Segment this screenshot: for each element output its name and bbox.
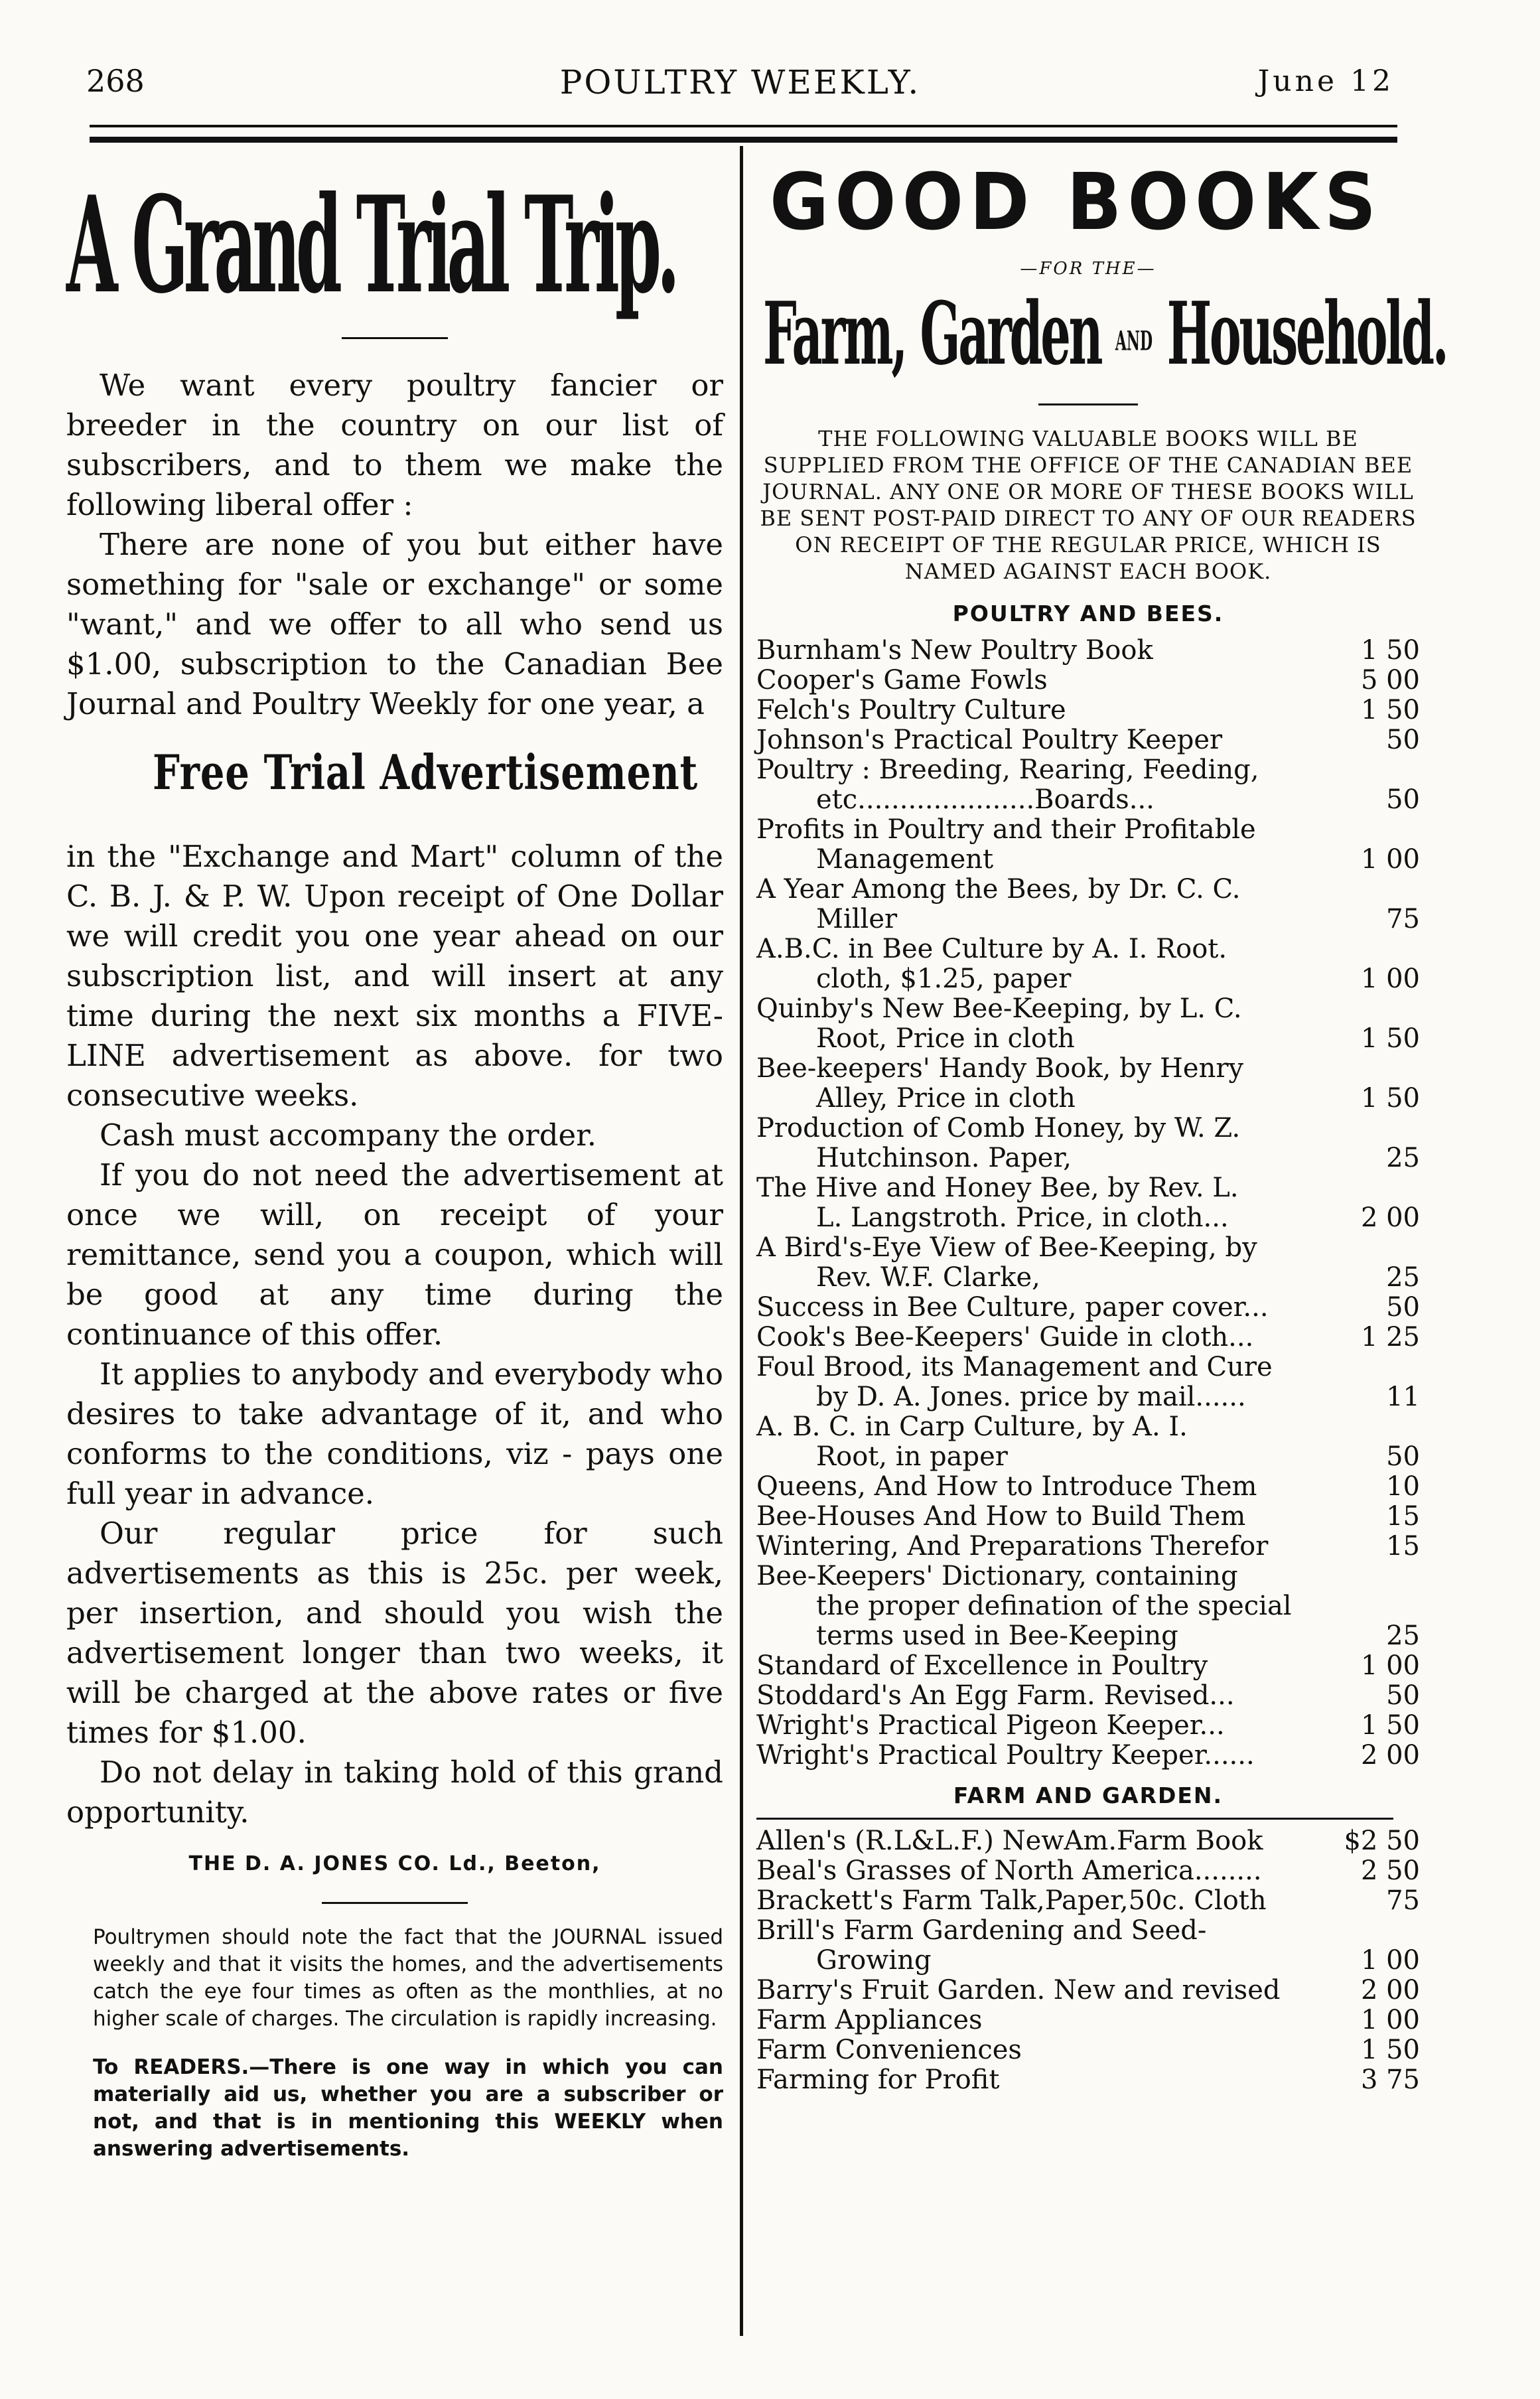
book-title-text: Brackett's Farm Talk,Paper,50c. Cloth <box>756 1885 1267 1916</box>
book-title-text: Cooper's Game Fowls <box>756 664 1048 695</box>
book-title <box>756 875 1320 934</box>
book-entry <box>756 2035 1420 2065</box>
for-the-label: —FOR THE— <box>1020 258 1156 279</box>
header-rule-thin <box>90 125 1397 127</box>
book-title-text: Beal's Grasses of North America........ <box>756 1855 1262 1886</box>
book-title-continued: L. Langstroth. Price, in cloth... <box>816 1202 1229 1233</box>
header-rule-thick <box>90 137 1397 143</box>
book-title <box>756 755 1320 815</box>
book-title-text: Poultry : Breeding, Rearing, Feeding, <box>756 754 1259 785</box>
page-number: 268 <box>86 63 145 99</box>
book-entry <box>756 934 1420 994</box>
publisher-signature: THE D. A. JONES CO. Ld., Beeton, <box>188 1852 601 1875</box>
book-entry <box>756 994 1420 1054</box>
book-entry <box>756 1741 1420 1771</box>
book-title-text: Queens, And How to Introduce Them <box>756 1471 1257 1502</box>
book-entry <box>756 1173 1420 1233</box>
book-title-continued: Root, Price in cloth <box>816 1023 1075 1054</box>
grand-trial-trip-title: A Grand Trial Trip. <box>66 167 675 323</box>
book-price: 1 50 <box>1360 694 1420 725</box>
book-entry <box>756 1352 1420 1412</box>
book-price: 25 <box>1386 1262 1420 1293</box>
book-title <box>756 1711 1320 1741</box>
terms-paragraph: If you do not need the advertisement at once we will, on receipt of your remittance, send you a coupon, which will be good at any time during the continuance of this offer. <box>66 1157 723 1352</box>
book-title-text: Profits in Poultry and their Profitable <box>756 814 1256 845</box>
book-title <box>756 1233 1320 1293</box>
book-price: 5 00 <box>1360 664 1420 695</box>
book-title <box>756 1173 1320 1233</box>
book-title-text: Success in Bee Culture, paper cover... <box>756 1291 1269 1323</box>
book-entry <box>756 875 1420 934</box>
book-price: 1 00 <box>1360 2004 1420 2035</box>
book-title-text: Foul Brood, its Management and Cure <box>756 1351 1273 1382</box>
book-title <box>756 1323 1320 1352</box>
farm-section-rule <box>756 1818 1393 1820</box>
book-title-text: Quinby's New Bee-Keeping, by L. C. <box>756 993 1242 1024</box>
book-title <box>756 1293 1320 1323</box>
book-price: $2 50 <box>1344 1825 1420 1856</box>
poultry-and-bees-heading: POULTRY AND BEES. <box>952 600 1224 626</box>
book-price: 50 <box>1386 1291 1420 1323</box>
book-price: 15 <box>1386 1530 1420 1562</box>
book-price: 50 <box>1386 724 1420 755</box>
book-title <box>756 636 1320 666</box>
column-divider <box>740 146 743 2336</box>
book-price: 1 50 <box>1360 1082 1420 1114</box>
to-readers-note: To READERS.—There is one way in which you can materially aid us, whether you are a subscriber or not, and that is in mentioning this WEEKLY when answering advertisements. <box>93 2055 723 2161</box>
book-entry <box>756 1532 1420 1562</box>
book-price: 2 00 <box>1360 1974 1420 2005</box>
book-title-text: Stoddard's An Egg Farm. Revised... <box>756 1680 1235 1711</box>
subtitle-household: Household. <box>1166 282 1447 384</box>
book-entry <box>756 1711 1420 1741</box>
book-price: 10 <box>1386 1471 1420 1502</box>
book-title-text: A. B. C. in Carp Culture, by A. I. <box>756 1411 1188 1442</box>
book-title <box>756 1562 1320 1651</box>
book-entry <box>756 1562 1420 1651</box>
title-rule <box>342 337 448 339</box>
book-title <box>756 1916 1320 1976</box>
terms-paragraph: Cash must accompany the order. <box>100 1118 597 1153</box>
book-title-text: Farm Conveniences <box>756 2034 1022 2065</box>
farm-and-garden-list <box>756 1826 1420 2095</box>
terms-paragraph: It applies to anybody and everybody who desires to take advantage of it, and who conforms to the conditions, viz - pays one full year in advance. <box>66 1356 723 1511</box>
book-title-text: A Bird's-Eye View of Bee-Keeping, by <box>756 1232 1257 1263</box>
book-price: 50 <box>1386 1680 1420 1711</box>
book-title-text: Allen's (R.L&L.F.) NewAm.Farm Book <box>756 1825 1263 1856</box>
book-price: 1 00 <box>1360 843 1420 875</box>
book-title <box>756 1472 1320 1502</box>
book-entry <box>756 2065 1420 2095</box>
offer-paragraph: There are none of you but either have something for "sale or exchange" or some "want," and we offer to all who send us $1.00, subscription to the Canadian Bee Journal and Poultry Weekly for one year, a <box>66 527 723 721</box>
book-price: 1 50 <box>1360 1023 1420 1054</box>
book-title-text: Cook's Bee-Keepers' Guide in cloth... <box>756 1321 1254 1352</box>
book-title <box>756 725 1320 755</box>
book-price: 75 <box>1386 903 1420 934</box>
book-title-continued: Rev. W.F. Clarke, <box>816 1262 1040 1293</box>
book-entry <box>756 1233 1420 1293</box>
book-title-text: Production of Comb Honey, by W. Z. <box>756 1112 1241 1143</box>
book-title <box>756 934 1320 994</box>
book-title <box>756 1502 1320 1532</box>
book-entry <box>756 1886 1420 1916</box>
book-title <box>756 2065 1320 2095</box>
book-title-text: Felch's Poultry Culture <box>756 694 1066 725</box>
book-title <box>756 1054 1320 1114</box>
book-entry <box>756 636 1420 666</box>
subtitle-and: AND <box>1115 325 1153 357</box>
book-title <box>756 666 1320 695</box>
book-price: 50 <box>1386 784 1420 815</box>
book-title <box>756 1681 1320 1711</box>
subtitle-rule <box>1038 403 1138 405</box>
book-price: 2 50 <box>1360 1855 1420 1886</box>
book-title <box>756 1114 1320 1173</box>
poultry-and-bees-list <box>756 636 1420 1771</box>
book-entry <box>756 815 1420 875</box>
book-entry <box>756 1502 1420 1532</box>
book-title-text: Barry's Fruit Garden. New and revised <box>756 1974 1281 2005</box>
book-title <box>756 1886 1320 1916</box>
book-entry <box>756 1976 1420 2005</box>
terms-paragraph: Do not delay in taking hold of this grand opportunity. <box>66 1755 723 1830</box>
free-trial-advertisement-heading: Free Trial Advertisement <box>153 744 698 800</box>
book-entry <box>756 695 1420 725</box>
book-title <box>756 2005 1320 2035</box>
book-title-text: A Year Among the Bees, by Dr. C. C. <box>756 873 1241 905</box>
book-title <box>756 1856 1320 1886</box>
book-title-text: Burnham's New Poultry Book <box>756 634 1153 666</box>
book-title <box>756 1532 1320 1562</box>
book-entry <box>756 755 1420 815</box>
book-title <box>756 815 1320 875</box>
book-price: 1 00 <box>1360 1944 1420 1976</box>
book-title <box>756 994 1320 1054</box>
good-books-title: GOOD BOOKS <box>770 156 1383 248</box>
book-title <box>756 1741 1320 1771</box>
book-title-text: Brill's Farm Gardening and Seed- <box>756 1915 1207 1946</box>
terms-text <box>66 837 723 1832</box>
book-title-continued: Hutchinson. Paper, <box>816 1142 1072 1173</box>
book-entry <box>756 1114 1420 1173</box>
book-entry <box>756 1323 1420 1352</box>
book-title-continued: Root, in paper <box>816 1441 1008 1472</box>
book-title-continued: cloth, $1.25, paper <box>816 963 1072 994</box>
left-column <box>66 153 723 2163</box>
book-title-text: Wright's Practical Pigeon Keeper... <box>756 1709 1225 1741</box>
book-title-continued: Management <box>816 843 994 875</box>
book-title-continued: etc.....................Boards... <box>816 784 1155 815</box>
book-title-text: Farm Appliances <box>756 2004 983 2035</box>
book-entry <box>756 1681 1420 1711</box>
terms-paragraph: in the "Exchange and Mart" column of the C. B. J. & P. W. Upon receipt of One Dollar we will credit you one year ahead on our subscription list, and will insert at any time during the next six months a FIVE-LINE advertisement as above. for two consecutive weeks. <box>66 839 723 1113</box>
book-price: 75 <box>1386 1885 1420 1916</box>
book-entry <box>756 725 1420 755</box>
book-entry <box>756 1412 1420 1472</box>
book-title-text: Bee-Keepers' Dictionary, containing <box>756 1560 1238 1591</box>
book-title-continued: Growing <box>816 1944 932 1976</box>
farm-garden-household-title <box>763 282 1447 390</box>
book-title-text: Bee-keepers' Handy Book, by Henry <box>756 1053 1244 1084</box>
book-price: 3 75 <box>1360 2064 1420 2095</box>
signature-rule <box>322 1902 468 1904</box>
offer-text <box>66 366 723 724</box>
book-title <box>756 1651 1320 1681</box>
book-title-text: Wintering, And Preparations Therefor <box>756 1530 1269 1562</box>
book-title-text: A.B.C. in Bee Culture by A. I. Root. <box>756 933 1227 964</box>
book-price: 2 00 <box>1360 1739 1420 1771</box>
book-title-continued: Alley, Price in cloth <box>816 1082 1076 1114</box>
book-title-text: Standard of Excellence in Poultry <box>756 1650 1208 1681</box>
farm-and-garden-heading: FARM AND GARDEN. <box>953 1782 1224 1808</box>
book-price: 15 <box>1386 1500 1420 1532</box>
book-entry <box>756 1826 1420 1856</box>
book-price: 2 00 <box>1360 1202 1420 1233</box>
book-title-text: Wright's Practical Poultry Keeper...... <box>756 1739 1255 1771</box>
book-price: 25 <box>1386 1142 1420 1173</box>
book-entry <box>756 1916 1420 1976</box>
book-title <box>756 1412 1320 1472</box>
book-title-continued: by D. A. Jones. price by mail...... <box>816 1381 1246 1412</box>
book-entry <box>756 2005 1420 2035</box>
publication-title: POULTRY WEEKLY. <box>559 63 921 102</box>
book-title <box>756 1976 1320 2005</box>
offer-paragraph: We want every poultry fancier or breeder in the country on our list of subscribers, and to them we make the following liberal offer : <box>66 368 723 522</box>
terms-paragraph: Our regular price for such advertisements as this is 25c. per week, per insertion, and should you wish the advertisement longer than two weeks, it will be charged at the above rates or five times for $1.00. <box>66 1516 723 1750</box>
book-title-text: Johnson's Practical Poultry Keeper <box>756 724 1223 755</box>
book-entry <box>756 1293 1420 1323</box>
subtitle-farm-garden: Farm, Garden <box>763 282 1101 384</box>
book-entry <box>756 1472 1420 1502</box>
book-price: 50 <box>1386 1441 1420 1472</box>
book-title-continued: Miller <box>816 903 898 934</box>
book-entry <box>756 1054 1420 1114</box>
book-price: 1 50 <box>1360 1709 1420 1741</box>
book-price: 11 <box>1386 1381 1420 1412</box>
book-price: 1 00 <box>1360 1650 1420 1681</box>
poultrymen-note: Poultrymen should note the fact that the JOURNAL issued weekly and that it visits the homes, and the advertisements catch the eye four times as often as the monthlies, at no higher scale of charges. The circulation is rapidly increasing. <box>93 1925 723 2031</box>
book-price: 1 25 <box>1360 1321 1420 1352</box>
book-price: 1 00 <box>1360 963 1420 994</box>
book-price: 1 50 <box>1360 2034 1420 2065</box>
page-header <box>86 63 1394 116</box>
book-title <box>756 1352 1320 1412</box>
book-price: 1 50 <box>1360 634 1420 666</box>
book-title-continued: the proper defination of the special terms used in Bee-Keeping <box>816 1590 1292 1651</box>
issue-date: June 12 <box>1257 64 1394 98</box>
right-column <box>756 153 1447 2095</box>
book-entry <box>756 1856 1420 1886</box>
book-title-text: Bee-Houses And How to Build Them <box>756 1500 1246 1532</box>
book-title <box>756 695 1320 725</box>
book-title-text: Farming for Profit <box>756 2064 1000 2095</box>
book-entry <box>756 1651 1420 1681</box>
book-title <box>756 2035 1320 2065</box>
book-entry <box>756 666 1420 695</box>
book-price: 25 <box>1386 1620 1420 1651</box>
book-title-text: The Hive and Honey Bee, by Rev. L. <box>756 1172 1239 1203</box>
books-intro: THE FOLLOWING VALUABLE BOOKS WILL BE SUPPLIED FROM THE OFFICE OF THE CANADIAN BEE JOURNAL. ANY ONE OR MORE OF THESE BOOKS WILL BE SENT POST-PAID DIRECT TO ANY OF OUR READERS ON RECEIPT OF THE REGULAR PRICE, WHICH IS NAMED AGAINST EACH BOOK. <box>760 425 1417 584</box>
book-title <box>756 1826 1320 1856</box>
